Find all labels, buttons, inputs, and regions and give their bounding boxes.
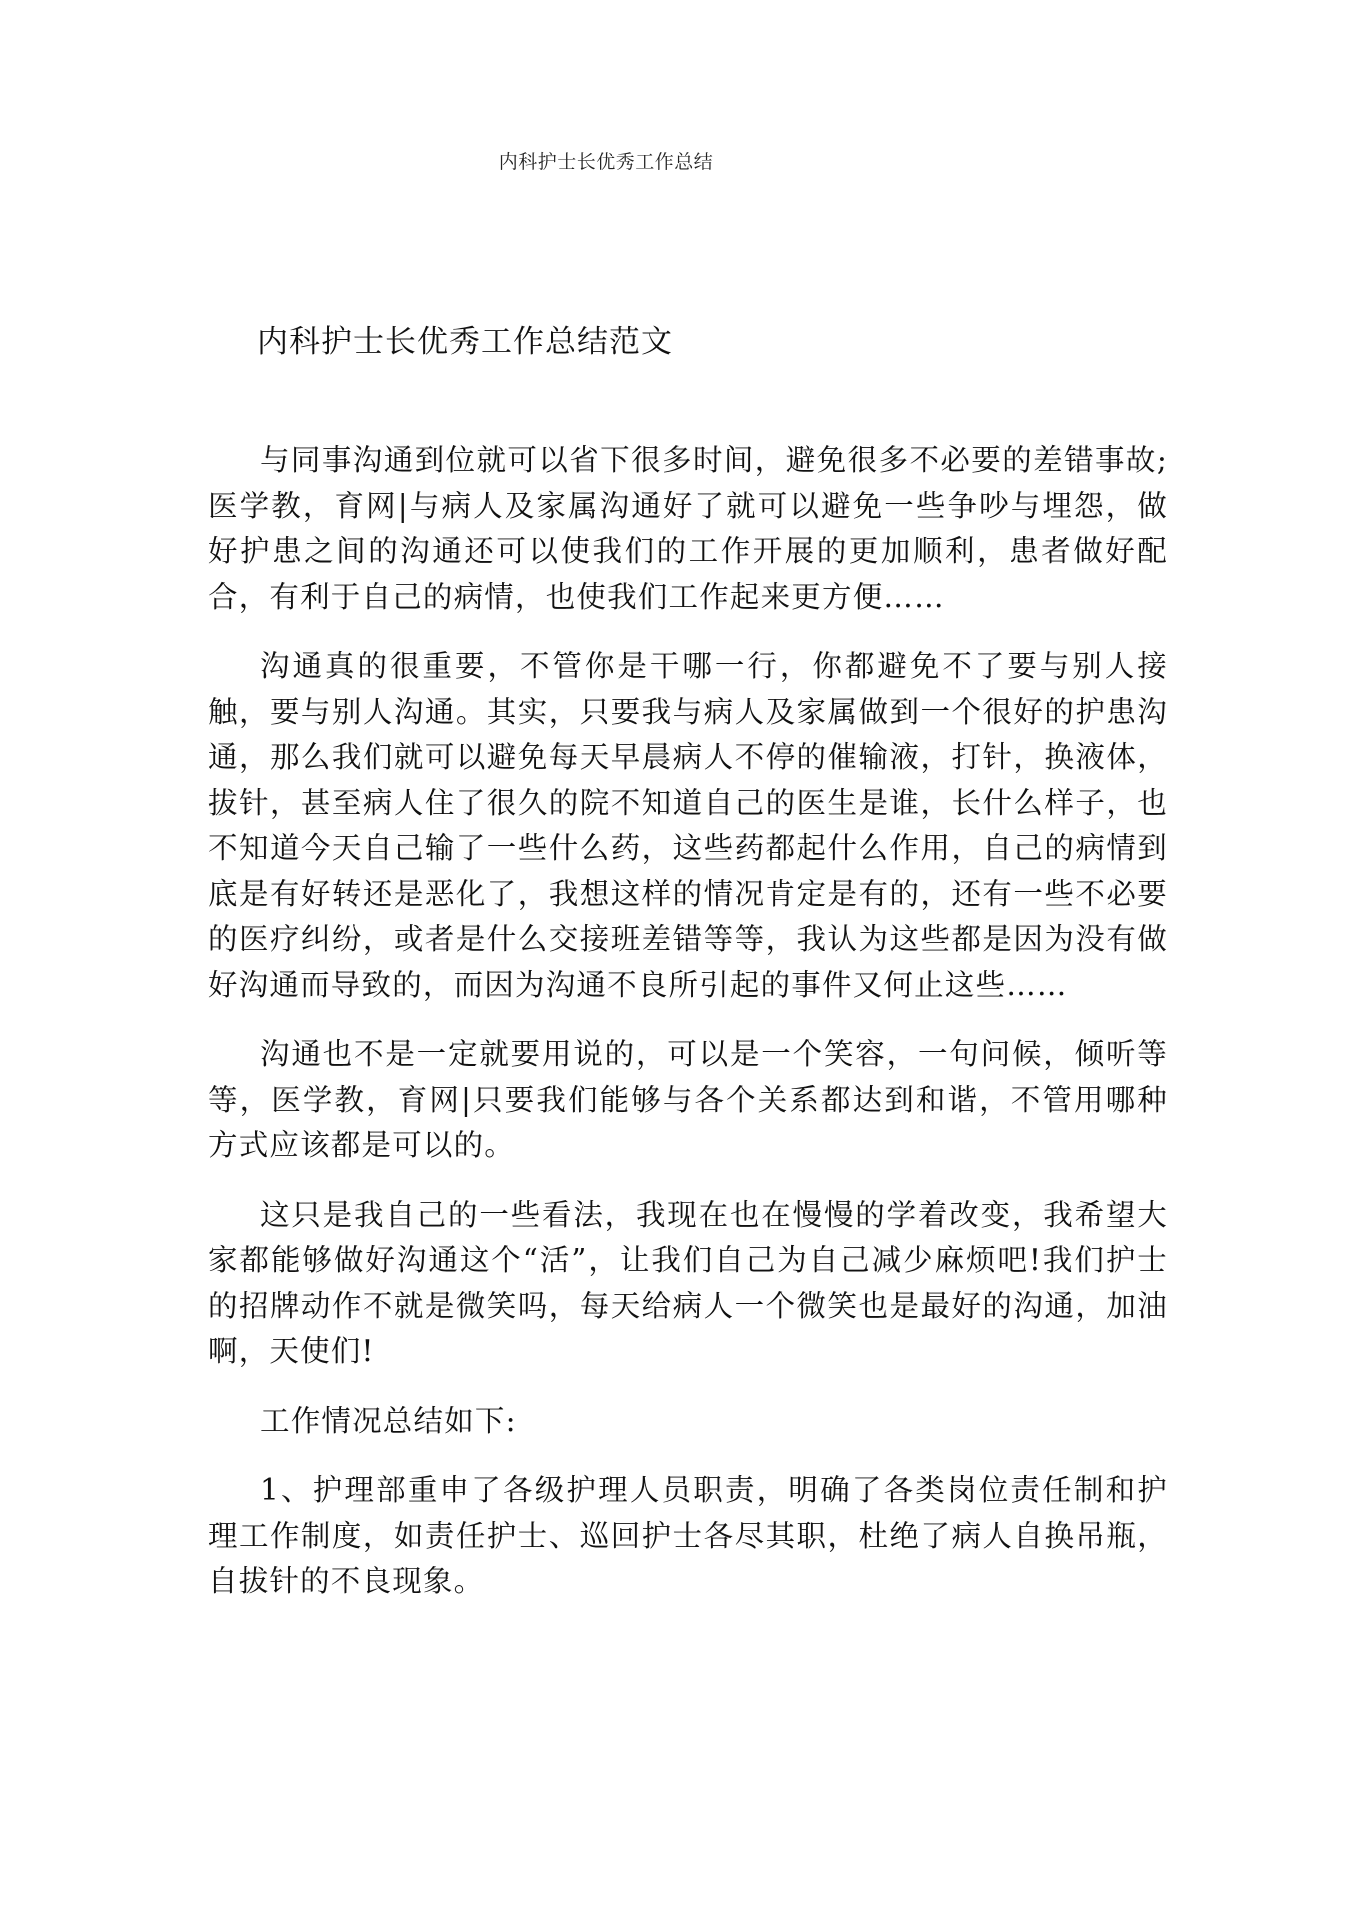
document-body	[208, 438, 1168, 1629]
paragraph: 沟通也不是一定就要用说的，可以是一个笑容，一句问候，倾听等等，医学教，育网|只要我们能够与各个关系都达到和谐，不管用哪种方式应该都是可以的。	[208, 1037, 1168, 1162]
paragraph: 工作情况总结如下:	[260, 1403, 517, 1438]
paragraph: 沟通真的很重要，不管你是干哪一行，你都避免不了要与别人接触，要与别人沟通。其实，只要我与病人及家属做到一个很好的护患沟通，那么我们就可以避免每天早晨病人不停的催输液，打针，换液体，拔针，甚至病人住了很久的院不知道自己的医生是谁，长什么样子，也不知道今天自己输了一些什么药，这些药都起什么作用，自己的病情到底是有好转还是恶化了，我想这样的情况肯定是有的，还有一些不必要的医疗纠纷，或者是什么交接班差错等等，我认为这些都是因为没有做好沟通而导致的，而因为沟通不良所引起的事件又何止这些……	[208, 649, 1168, 1002]
paragraph: 1、护理部重申了各级护理人员职责，明确了各类岗位责任制和护理工作制度，如责任护士、巡回护士各尽其职，杜绝了病人自换吊瓶，自拔针的不良现象。	[208, 1473, 1168, 1598]
paragraph: 这只是我自己的一些看法，我现在也在慢慢的学着改变，我希望大家都能够做好沟通这个“活”，让我们自己为自己减少麻烦吧!我们护士的招牌动作不就是微笑吗，每天给病人一个微笑也是最好的沟通，加油啊，天使们!	[208, 1197, 1168, 1368]
document-title: 内科护士长优秀工作总结范文	[257, 324, 673, 360]
paragraph: 与同事沟通到位就可以省下很多时间，避免很多不必要的差错事故;医学教，育网|与病人及家属沟通好了就可以避免一些争吵与埋怨，做好护患之间的沟通还可以使我们的工作开展的更加顺利，患者做好配合，有利于自己的病情，也使我们工作起来更方便……	[208, 443, 1168, 614]
running-header: 内科护士长优秀工作总结	[498, 151, 714, 173]
